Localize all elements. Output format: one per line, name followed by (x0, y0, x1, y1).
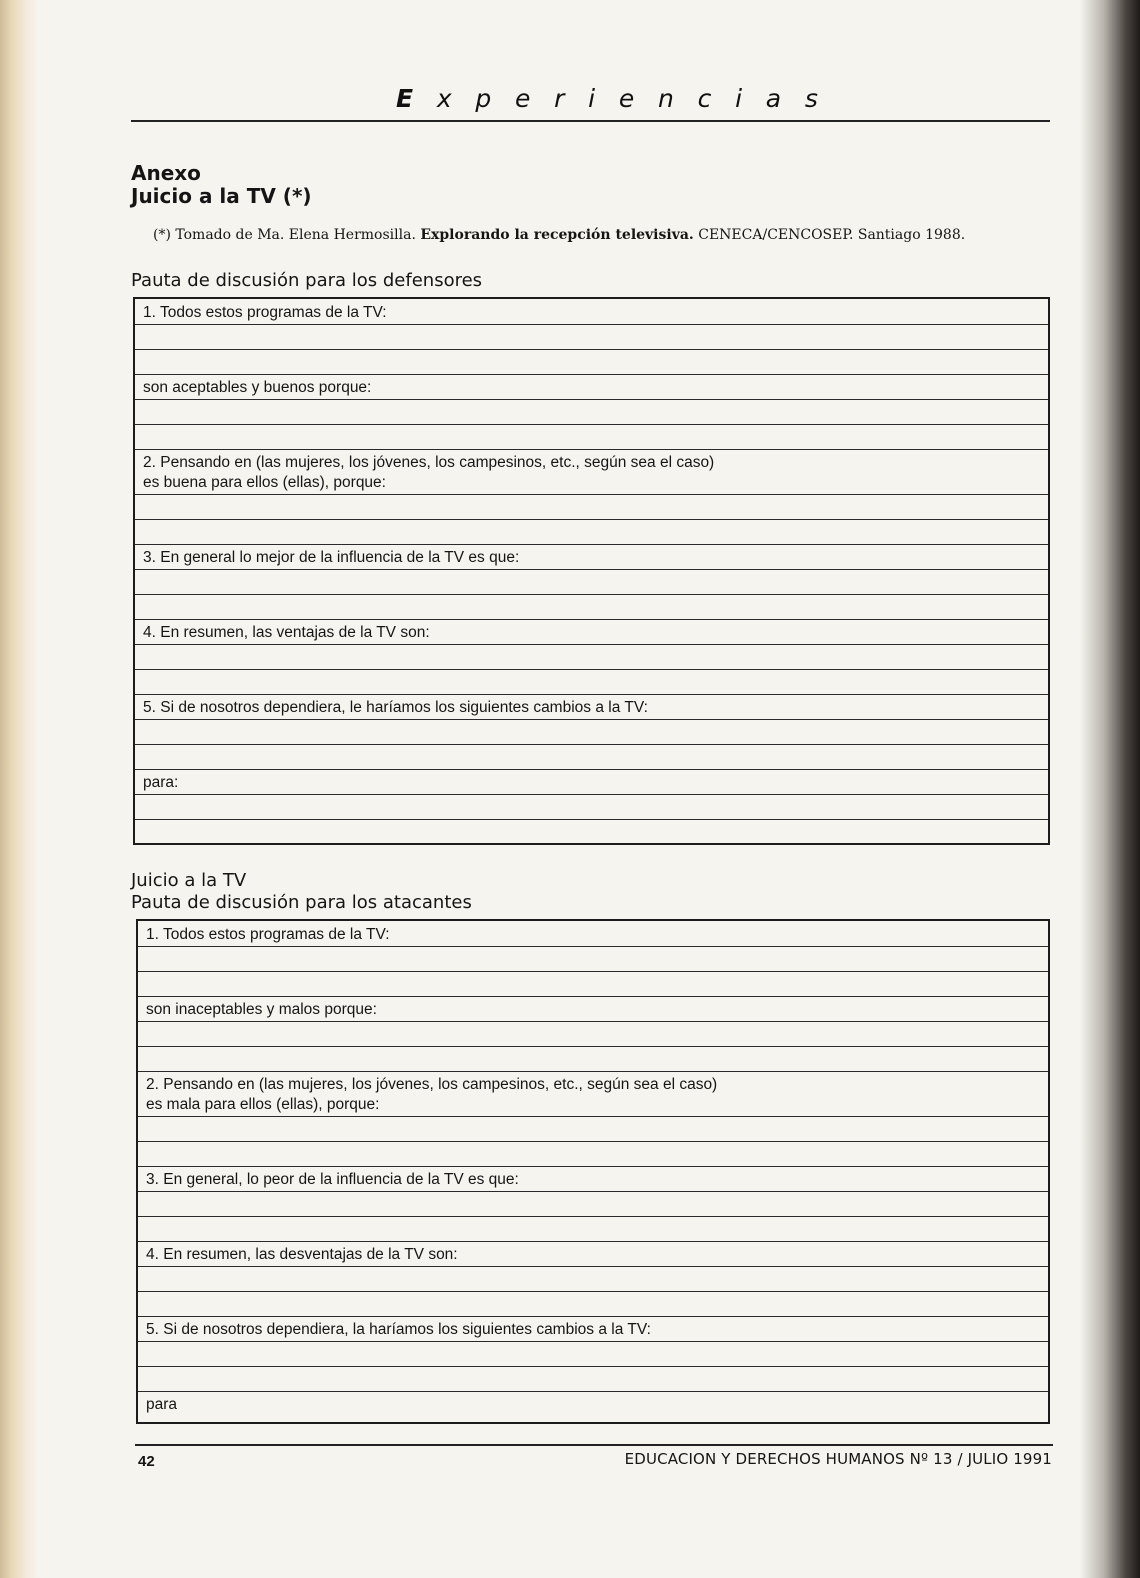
prompt-mejor: 3. En general lo mejor de la influencia de la TV es que: (143, 549, 520, 566)
answer-line[interactable] (135, 494, 1048, 520)
answer-line[interactable] (138, 971, 1048, 997)
annex-subheading: Juicio a la TV (*) (131, 184, 312, 208)
atacantes-title (131, 870, 472, 914)
journal-footer: EDUCACION Y DERECHOS HUMANOS Nº 13 / JULIO 1991 (624, 1450, 1052, 1468)
answer-line[interactable] (135, 669, 1048, 695)
answer-line[interactable] (135, 794, 1048, 820)
answer-line[interactable] (138, 1116, 1048, 1142)
prompt-programas: 1. Todos estos programas de la TV: (146, 926, 390, 943)
answer-line[interactable] (135, 594, 1048, 620)
atacantes-title-line2: Pauta de discusión para los atacantes (131, 892, 472, 913)
annex-title (131, 162, 312, 208)
answer-line[interactable] (138, 1291, 1048, 1317)
answer-line[interactable] (135, 349, 1048, 375)
form-row (135, 374, 1048, 400)
page-edge-right (1080, 0, 1140, 1578)
answer-line[interactable] (135, 424, 1048, 450)
answer-line[interactable] (138, 1366, 1048, 1392)
prompt-aceptables: son aceptables y buenos porque: (143, 379, 372, 396)
form-row (138, 1391, 1048, 1416)
form-row (138, 1071, 1048, 1117)
answer-line[interactable] (135, 569, 1048, 595)
prompt-para: para: (143, 774, 179, 791)
answer-line[interactable] (135, 819, 1048, 844)
footnote (153, 227, 965, 243)
answer-line[interactable] (135, 719, 1048, 745)
form-row (138, 996, 1048, 1022)
prompt-para: para (146, 1396, 178, 1413)
answer-line[interactable] (138, 1046, 1048, 1072)
prompt-pensando-line2: es mala para ellos (ellas), porque: (146, 1096, 380, 1113)
footer-rule (135, 1444, 1053, 1446)
defensores-title: Pauta de discusión para los defensores (131, 270, 483, 291)
prompt-pensando-line1: 2. Pensando en (las mujeres, los jóvenes, los campesinos, etc., según sea el caso) (143, 454, 715, 471)
prompt-peor: 3. En general, lo peor de la influencia de la TV es que: (146, 1171, 519, 1188)
section-header-rest: xperiencias (436, 84, 842, 113)
answer-line[interactable] (135, 399, 1048, 425)
footnote-book-title: Explorando la recepción televisiva. (420, 227, 694, 243)
answer-line[interactable] (138, 1191, 1048, 1217)
atacantes-title-line1: Juicio a la TV (131, 870, 247, 891)
prompt-pensando-line2: es buena para ellos (ellas), porque: (143, 474, 386, 491)
answer-line[interactable] (138, 1216, 1048, 1242)
header-rule (131, 120, 1050, 122)
form-row (135, 299, 1048, 325)
answer-line[interactable] (138, 1341, 1048, 1367)
defensores-form (133, 297, 1050, 845)
answer-line[interactable] (138, 1266, 1048, 1292)
annex-heading: Anexo (131, 161, 201, 185)
answer-line[interactable] (138, 946, 1048, 972)
section-header-initial: E (396, 84, 437, 113)
answer-line[interactable] (138, 1021, 1048, 1047)
footnote-publisher: CENECA/CENCOSEP. Santiago 1988. (698, 227, 966, 243)
atacantes-form (136, 919, 1050, 1424)
form-row (138, 1316, 1048, 1342)
form-row (135, 694, 1048, 720)
form-row (135, 619, 1048, 645)
form-row (135, 449, 1048, 495)
footnote-source: (*) Tomado de Ma. Elena Hermosilla. (153, 227, 416, 243)
answer-line[interactable] (135, 324, 1048, 350)
prompt-inaceptables: son inaceptables y malos porque: (146, 1001, 377, 1018)
prompt-cambios: 5. Si de nosotros dependiera, la haríamos los siguientes cambios a la TV: (146, 1321, 651, 1338)
answer-line[interactable] (138, 1141, 1048, 1167)
form-row (135, 544, 1048, 570)
prompt-pensando (143, 453, 714, 493)
prompt-programas: 1. Todos estos programas de la TV: (143, 304, 387, 321)
prompt-ventajas: 4. En resumen, las ventajas de la TV son: (143, 624, 430, 641)
page-edge-left (0, 0, 38, 1578)
prompt-pensando (146, 1075, 717, 1115)
answer-line[interactable] (135, 744, 1048, 770)
form-row (138, 921, 1048, 947)
form-row (138, 1166, 1048, 1192)
prompt-desventajas: 4. En resumen, las desventajas de la TV son: (146, 1246, 458, 1263)
answer-line[interactable] (135, 519, 1048, 545)
form-row (135, 769, 1048, 795)
page-number: 42 (138, 1453, 155, 1470)
prompt-cambios: 5. Si de nosotros dependiera, le haríamos los siguientes cambios a la TV: (143, 699, 648, 716)
form-row (138, 1241, 1048, 1267)
prompt-pensando-line1: 2. Pensando en (las mujeres, los jóvenes, los campesinos, etc., según sea el caso) (146, 1076, 718, 1093)
answer-line[interactable] (135, 644, 1048, 670)
section-header (396, 84, 842, 113)
